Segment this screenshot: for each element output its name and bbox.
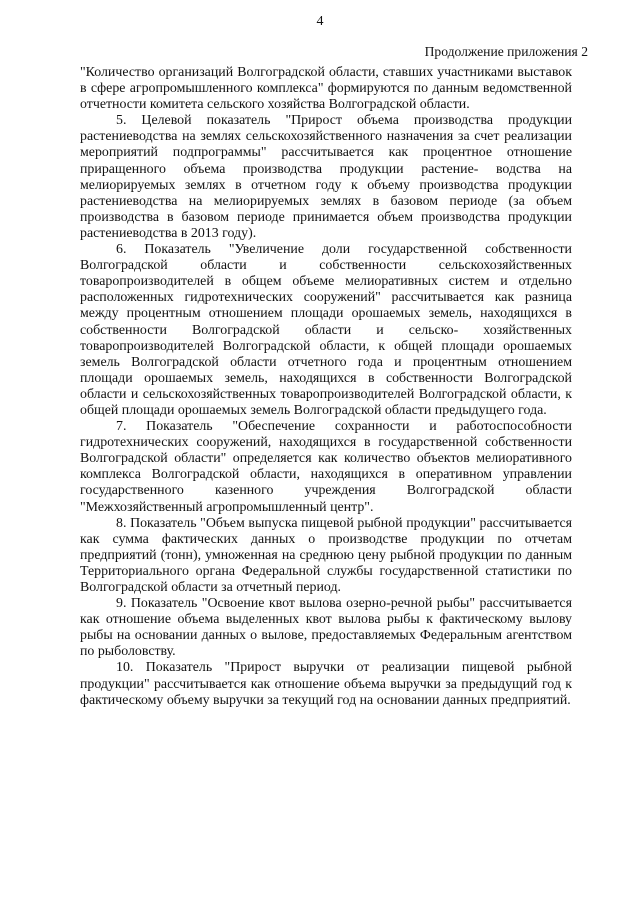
paragraph-item-7: 7. Показатель "Обеспечение сохранности и работоспособности гидротехнических сооружений, находящихся в государственной собственности Волгоградской области" определяется как количество объектов мелиоративного комплекса Волгоградской области, находящихся в оперативном управлении государственного казенного учреждения Волгоградской области "Межхозяйственный агропромышленный центр". [80, 419, 572, 515]
appendix-continuation-note: Продолжение приложения 2 [424, 44, 588, 59]
paragraph-exhibitions-indicator: "Количество организаций Волгоградской области, ставших участниками выставок в сфере агропромышленного комплекса" формируются по данным ведомственной отчетности комитета сельского хозяйства Волгоградской области. [80, 65, 572, 113]
paragraph-item-9: 9. Показатель "Освоение квот вылова озерно-речной рыбы" рассчитывается как отношение объема выделенных квот вылова рыбы к фактическому вылову рыбы на основании данных о вылове, предоставляемых Федеральным агентством по рыболовству. [80, 596, 572, 660]
paragraph-item-5: 5. Целевой показатель "Прирост объема производства продукции растениеводства на землях сельскохозяйственного назначения за счет реализации мероприятий подпрограммы" рассчитывается как процентное отношение приращенного объема производства продукции растение- водства на мелиорируемых землях в отчетном году к объему производства продукции растениеводства на мелиорируемых землях в базовом периоде (за объем производства в базовом периоде принимается объем производства продукции растениеводства в 2013 году). [80, 113, 572, 241]
paragraph-item-10: 10. Показатель "Прирост выручки от реализации пищевой рыбной продукции" рассчитывается как отношение объема выручки за предыдущий год к фактическому объему выручки за текущий год на основании данных предприятий. [80, 660, 572, 708]
document-body [80, 65, 572, 709]
paragraph-item-8: 8. Показатель "Объем выпуска пищевой рыбной продукции" рассчитывается как сумма фактических данных о производстве продукции по отчетам предприятий (тонн), умноженная на среднюю цену рыбной продукции по данным Территориального органа Федеральной службы государственной статистики по Волгоградской области за отчетный период. [80, 515, 572, 595]
page-number: 4 [316, 14, 324, 29]
paragraph-item-6: 6. Показатель "Увеличение доли государственной собственности Волгоградской области и собственности сельскохозяйственных товаропроизводителей в общем объеме мелиоративных систем и отдельно расположенных гидротехнических сооружений" рассчитывается как разница между процентным отношением площади орошаемых земель, находящихся в собственности Волгоградской области и сельско- хозяйственных товаропроизводителей Волгоградской области, к общей площади орошаемых земель Волгоградской области отчетного года и процентным отношением площади орошаемых земель, находящихся в собственности Волгоградской области и сельскохозяйственных товаропроизводителей Волгоградской области, к общей площади орошаемых земель Волгоградской области предыдущего года. [80, 242, 572, 418]
